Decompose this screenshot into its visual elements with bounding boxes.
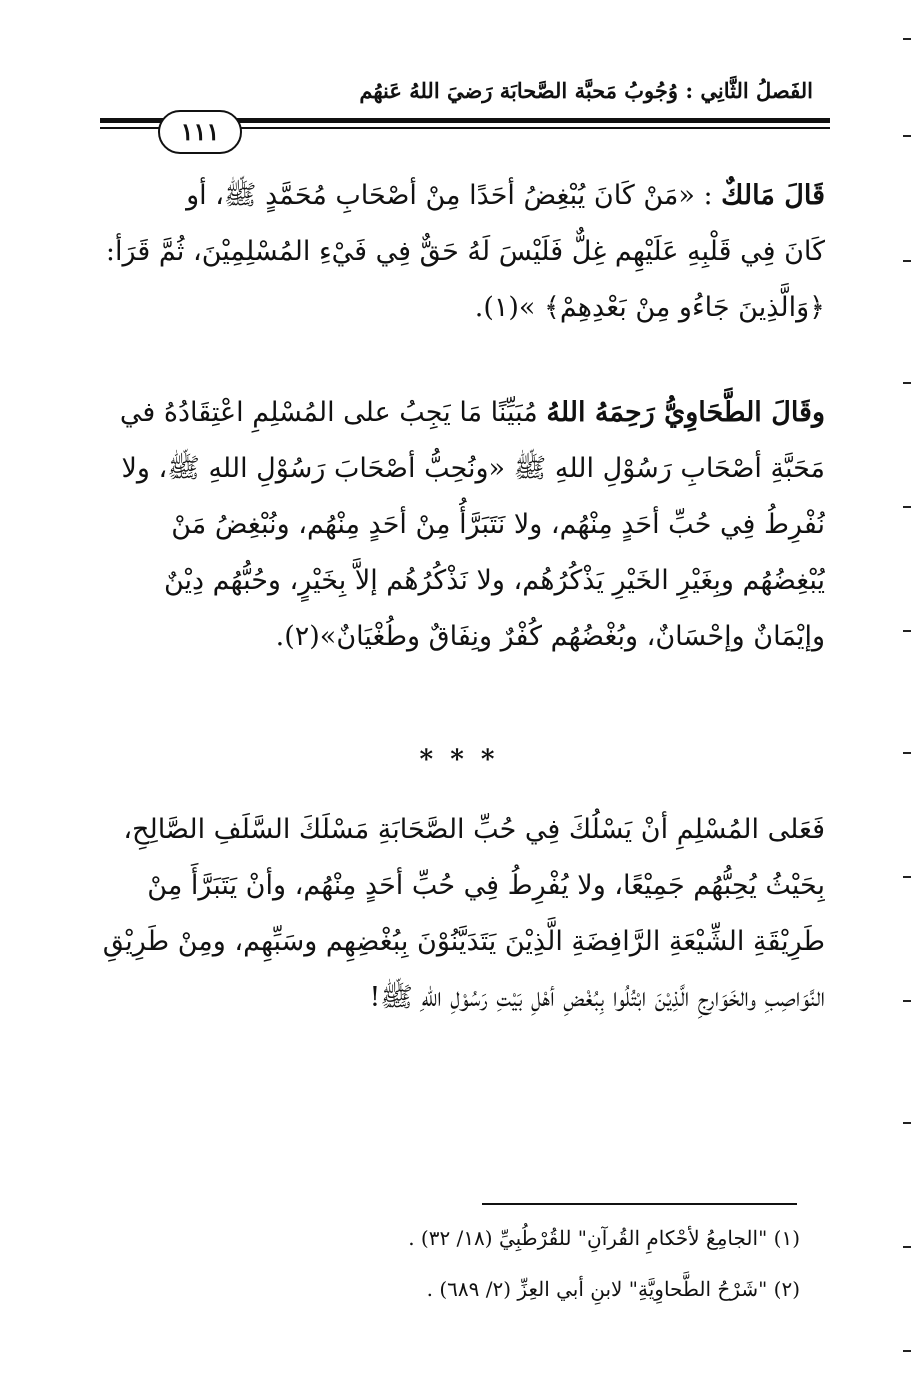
text-line: كَانَ فِي قَلْبِهِ عَلَيْهِم غِلٌّ فَلَيْسَ لَهُ حَقٌّ فِي فَيْءِ المُسْلِمِيْنَ، ثُمَّ قَرَأ:	[105, 236, 825, 267]
page-number: ١١١	[158, 110, 242, 154]
text-line: النَّوَاصِبِ والخَوَارِجِ الَّذِيْنَ ابْتُلُوا بِبُغْضِ أهْلِ بَيْتِ رَسُوْلِ اللهِ ﷺ!	[369, 982, 825, 1013]
text-line: بِحَيْثُ يُحِبُّهُم جَمِيْعًا، ولا يُفْرِطُ فِي حُبِّ أحَدٍ مِنْهُم، وأنْ يَتَبَرَّأَ مِنْ	[147, 870, 825, 901]
margin-mark	[903, 260, 911, 262]
margin-mark	[903, 1122, 911, 1124]
text-line: يُبْغِضُهُم وبِغَيْرِ الخَيْرِ يَذْكُرُهُم، ولا نَذْكُرُهُم إلاَّ بِخَيْرٍ، وحُبُّهُم دِيْنٌ	[163, 565, 825, 596]
chapter-header: الفَصلُ الثَّانِي : وُجُوبُ مَحبَّة الصَّحابَة رَضيَ اللهُ عَنهُم	[359, 78, 813, 103]
margin-mark	[903, 1246, 911, 1248]
margin-mark	[903, 752, 911, 754]
quran-verse-line: ﴿وَالَّذِينَ جَاءُو مِنْ بَعْدِهِمْ﴾ »(١).	[474, 292, 825, 323]
margin-mark	[903, 382, 911, 384]
paragraph-conclusion	[95, 802, 825, 1026]
speaker-label: قَالَ مَالكٌ	[721, 180, 825, 211]
footnote-2: (٢) "شَرْحُ الطَّحاوِيَّةِ" لابنِ أبي العِزِّ (٢/ ٦٨٩) .	[426, 1277, 800, 1301]
section-separator: * * *	[419, 745, 499, 775]
speaker-label: وقَالَ الطَّحَاوِيُّ رَحِمَهُ اللهُ	[546, 397, 825, 428]
margin-mark	[903, 1000, 911, 1002]
footnote-1: (١) "الجامِعُ لأحْكامِ القُرآنِ" للقُرْطُبِيِّ (١٨/ ٣٢) .	[408, 1226, 800, 1250]
text-line: فَعَلى المُسْلِمِ أنْ يَسْلُكَ فِي حُبِّ الصَّحَابَةِ مَسْلَكَ السَّلَفِ الصَّالِحِ،	[123, 814, 825, 845]
text-line: وإيْمَانٌ وإحْسَانٌ، وبُغْضُهُم كُفْرٌ ونِفَاقٌ وطُغْيَانٌ»(٢).	[275, 621, 825, 652]
paragraph-tahawi	[95, 385, 825, 665]
margin-mark	[903, 506, 911, 508]
paragraph-malik	[95, 168, 825, 336]
text-line: نُفْرِطُ فِي حُبِّ أحَدٍ مِنْهُم، ولا نَتَبَرَّأُ مِنْ أحَدٍ مِنْهُم، ونُبْغِضُ مَنْ	[171, 509, 825, 540]
margin-mark	[903, 135, 911, 137]
margin-mark	[903, 876, 911, 878]
margin-mark	[903, 630, 911, 632]
text-line: طَرِيْقَةِ الشِّيْعَةِ الرَّافِضَةِ الَّذِيْنَ يَتَدَيَّنُوْنَ بِبُغْضِهِم وسَبِّهِم، ومِنْ طَرِيْقِ	[102, 926, 825, 957]
footnote-divider	[482, 1203, 797, 1205]
text-line: وقَالَ الطَّحَاوِيُّ رَحِمَهُ اللهُ مُبَيِّنًا مَا يَجِبُ على المُسْلِمِ اعْتِقَادُهُ في	[119, 397, 825, 428]
margin-mark	[903, 1350, 911, 1352]
text-line: قَالَ مَالكٌ : «مَنْ كَانَ يُبْغِضُ أحَدًا مِنْ أصْحَابِ مُحَمَّدٍ ﷺ، أو	[186, 180, 825, 211]
text-line: مَحَبَّةِ أصْحَابِ رَسُوْلِ اللهِ ﷺ «ونُحِبُّ أصْحَابَ رَسُوْلِ اللهِ ﷺ، ولا	[121, 453, 825, 484]
margin-mark	[903, 38, 911, 40]
